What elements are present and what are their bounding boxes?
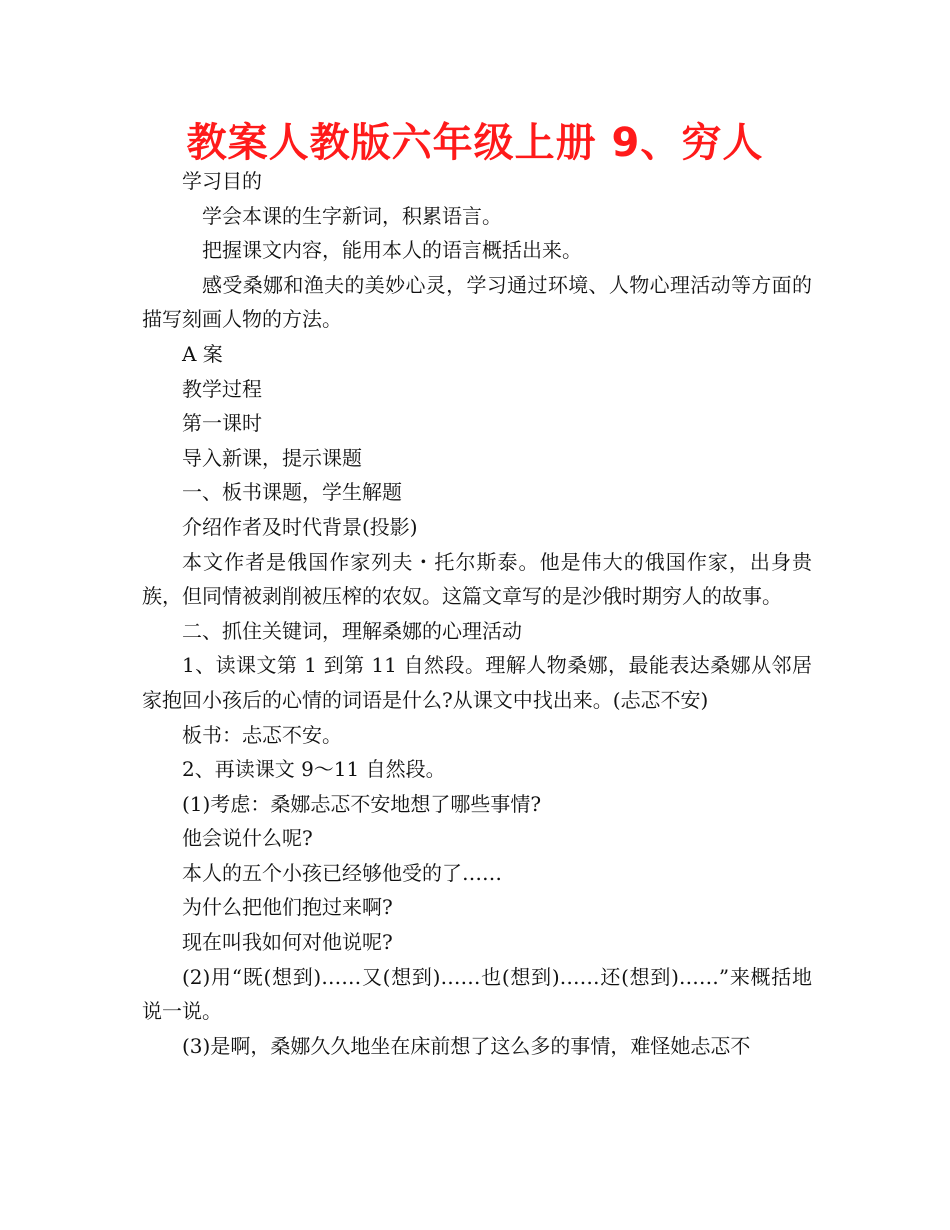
paragraph: 感受桑娜和渔夫的美妙心灵，学习通过环境、人物心理活动等方面的描写刻画人物的方法。 — [142, 272, 812, 332]
paragraph: (1)考虑：桑娜忐忑不安地想了哪些事情? — [182, 791, 542, 816]
paragraph: 第一课时 — [182, 411, 262, 436]
paragraph: 二、抓住关键词，理解桑娜的心理活动 — [182, 618, 522, 643]
paragraph: (3)是啊，桑娜久久地坐在床前想了这么多的事情，难怪她忐忑不 — [182, 1033, 751, 1058]
paragraph: 一、板书课题，学生解题 — [182, 480, 402, 505]
paragraph: 他会说什么呢? — [182, 826, 313, 851]
paragraph: 介绍作者及时代背景(投影) — [182, 514, 418, 539]
paragraph: 现在叫我如何对他说呢? — [182, 930, 393, 955]
document-body — [142, 164, 812, 1063]
paragraph: 教学过程 — [182, 376, 262, 401]
paragraph: 学习目的 — [182, 169, 262, 193]
paragraph: 本文作者是俄国作家列夫・托尔斯泰。他是伟大的俄国作家，出身贵族，但同情被剥削被压榨的农奴。这篇文章写的是沙俄时期穷人的故事。 — [142, 549, 812, 609]
paragraph: 导入新课，提示课题 — [182, 445, 362, 470]
paragraph: 1、读课文第 1 到第 11 自然段。理解人物桑娜，最能表达桑娜从邻居家抱回小孩后的心情的词语是什么?从课文中找出来。(忐忑不安) — [142, 653, 812, 712]
paragraph: (2)用“既(想到)……又(想到)……也(想到)……还(想到)……”来概括地说一说。 — [142, 964, 812, 1024]
paragraph: 2、再读课文 9～11 自然段。 — [182, 757, 446, 782]
paragraph: 把握课文内容，能用本人的语言概括出来。 — [202, 238, 582, 263]
paragraph: 板书：忐忑不安。 — [182, 722, 342, 747]
paragraph: 为什么把他们抱过来啊? — [182, 895, 393, 920]
paragraph: 本人的五个小孩已经够他受的了…… — [182, 860, 502, 885]
document-title: 教案人教版六年级上册 9、穷人 — [186, 120, 764, 166]
paragraph: A 案 — [182, 341, 223, 366]
paragraph: 学会本课的生字新词，积累语言。 — [202, 203, 502, 228]
